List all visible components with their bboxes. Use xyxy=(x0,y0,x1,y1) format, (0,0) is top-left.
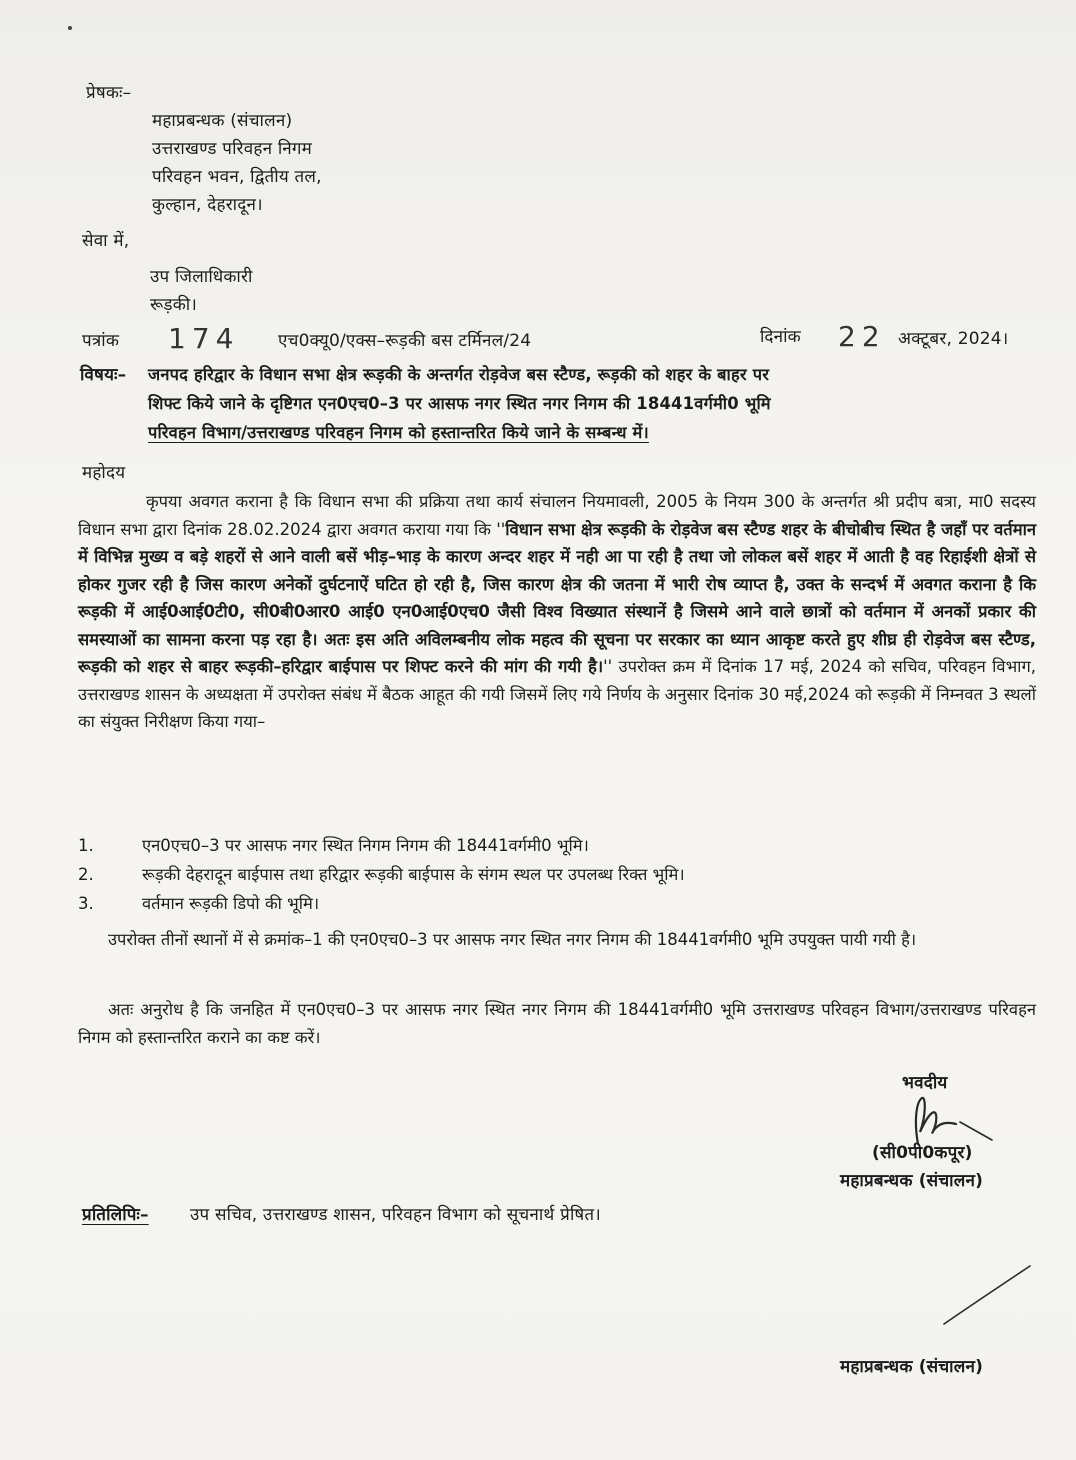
subject-line-3: परिवहन विभाग/उत्तराखण्ड परिवहन निगम को हस्तान्तरित किये जाने के सम्बन्ध में। xyxy=(148,423,649,442)
ref-label: पत्रांक xyxy=(82,331,120,351)
body-paragraph-3 xyxy=(78,996,1036,1051)
sender-line-4: कुल्हान, देहरादून। xyxy=(152,195,263,215)
sender-line-1: महाप्रबन्धक (संचालन) xyxy=(152,111,293,131)
closing-yours: भवदीय xyxy=(902,1073,948,1093)
body-p1-continuation: '' उपरोक्त क्रम में दिनांक 17 मई, 2024 को सचिव, परिवहन विभाग, उत्तराखण्ड शासन के अध्यक्षता में उपरोक्त संबंध में बैठक आहूत की गयी जिसमें लिए गये निर्णय के अनुसार दिनांक 30 मई,2024 को रूड़की में निम्नवत 3 स्थलों का संयुक्त निरीक्षण किया गया– xyxy=(78,657,1036,731)
recipient-line-2: रूड़की। xyxy=(150,295,198,315)
sender-line-3: परिवहन भवन, द्वितीय तल, xyxy=(152,167,322,187)
list-item-text: वर्तमान रूड़की डिपो की भूमि। xyxy=(142,894,320,913)
list-item xyxy=(78,832,589,859)
body-p2-text: उपरोक्त तीनों स्थानों में से क्रमांक–1 की एन0एच0–3 पर आसफ नगर स्थित नगर निगम की 18441वर्गमी0 भूमि उपयुक्त पायी गयी है। xyxy=(108,930,917,949)
list-item xyxy=(78,890,319,917)
signatory-designation: महाप्रबन्धक (संचालन) xyxy=(840,1171,984,1191)
body-paragraph-1 xyxy=(78,488,1036,736)
list-item-text: रूड़की देहरादून बाईपास तथा हरिद्वार रूड़की बाईपास के संगम स्थल पर उपलब्ध रिक्त भूमि। xyxy=(142,865,685,884)
date-rest: अक्टूबर, 2024। xyxy=(898,329,1009,349)
subject-line-2: शिफ्ट किये जाने के दृष्टिगत एन0एच0–3 पर आसफ नगर स्थित नगर निगम की 18441वर्गमी0 भूमि xyxy=(148,394,771,413)
date-day-handwritten: 22 xyxy=(838,320,886,353)
list-item xyxy=(78,861,685,888)
subject-line-1: जनपद हरिद्वार के विधान सभा क्षेत्र रूड़की के अन्तर्गत रोड़वेज बस स्टैण्ड, रूड़की को शहर के बाहर पर xyxy=(148,365,770,384)
date-label: दिनांक xyxy=(760,327,801,347)
sender-line-2: उत्तराखण्ड परिवहन निगम xyxy=(152,139,313,159)
body-paragraph-2 xyxy=(78,926,1036,954)
paper-speck xyxy=(68,26,72,30)
body-p3-text: अतः अनुरोध है कि जनहित में एन0एच0–3 पर आसफ नगर स्थित नगर निगम की 18441वर्गमी0 भूमि उत्तराखण्ड परिवहन विभाग/उत्तराखण्ड परिवहन निगम को हस्तान्तरित कराने का कष्ट करें। xyxy=(78,1000,1036,1047)
ref-number-handwritten: 174 xyxy=(168,322,240,355)
list-item-number: 2. xyxy=(78,865,94,884)
initial-mark xyxy=(940,1260,1040,1330)
list-item-number: 3. xyxy=(78,894,94,913)
copy-label: प्रतिलिपिः– xyxy=(82,1205,149,1225)
body-p1-intro: कृपया अवगत कराना है कि विधान सभा की प्रक्रिया तथा कार्य संचालन नियमावली, 2005 के नियम 300 के अन्तर्गत श्री प्रदीप बत्रा, मा0 सदस्य विधान सभा द्वारा दिनांक 28.02.2024 द्वारा अवगत कराया गया कि '' xyxy=(78,492,1036,539)
recipient-line-1: उप जिलाधिकारी xyxy=(150,267,253,287)
list-item-number: 1. xyxy=(78,836,94,855)
sender-label: प्रेषकः– xyxy=(86,83,132,103)
recipient-label: सेवा में, xyxy=(82,231,130,251)
salutation: महोदय xyxy=(82,463,126,483)
ref-code: एच0क्यू0/एक्स–रूड़की बस टर्मिनल/24 xyxy=(278,331,532,351)
list-item-text: एन0एच0–3 पर आसफ नगर स्थित निगम निगम की 18441वर्गमी0 भूमि। xyxy=(142,836,589,855)
subject-label: विषयः– xyxy=(80,365,127,385)
copy-text: उप सचिव, उत्तराखण्ड शासन, परिवहन विभाग को सूचनार्थ प्रेषित। xyxy=(190,1205,601,1225)
footer-designation: महाप्रबन्धक (संचालन) xyxy=(840,1357,984,1377)
body-p1-quote: विधान सभा क्षेत्र रूड़की के रोड़वेज बस स्टैण्ड शहर के बीचोबीच स्थित है जहाँ पर वर्तमान में विभिन्न मुख्य व बड़े शहरों से आने वाली बसें भीड़–भाड़ के कारण अन्दर शहर में नही आ पा रही है तथा जो लोकल बसें शहर में आती है वह रिहाईशी क्षेत्रों से होकर गुजर रही है जिस कारण अनेकों दुर्घटनाऐं घटित हो रही है, जिस कारण क्षेत्र की जतना में भारी रोष व्याप्त है, उक्त के सन्दर्भ में अवगत कराना है कि रूड़की में आई0आई0टी0, सी0बी0आर0 आई0 एन0आई0एच0 जैसी विश्व विख्यात संस्थानें है जिसमे आने वाले छात्रों को वर्तमान में अनकों प्रकार की समस्याओं का सामना करना पड़ रहा है। अतः इस अति अविलम्बनीय लोक महत्व की सूचना पर सरकार का ध्यान आकृष्ट करते हुए शीघ्र ही रोड़वेज बस स्टैण्ड, रूड़की को शहर से बाहर रूड़की–हरिद्वार बाईपास पर शिफ्ट करने की मांग की गयी है। xyxy=(78,519,1036,676)
signatory-name: (सी0पी0कपूर) xyxy=(872,1143,973,1163)
